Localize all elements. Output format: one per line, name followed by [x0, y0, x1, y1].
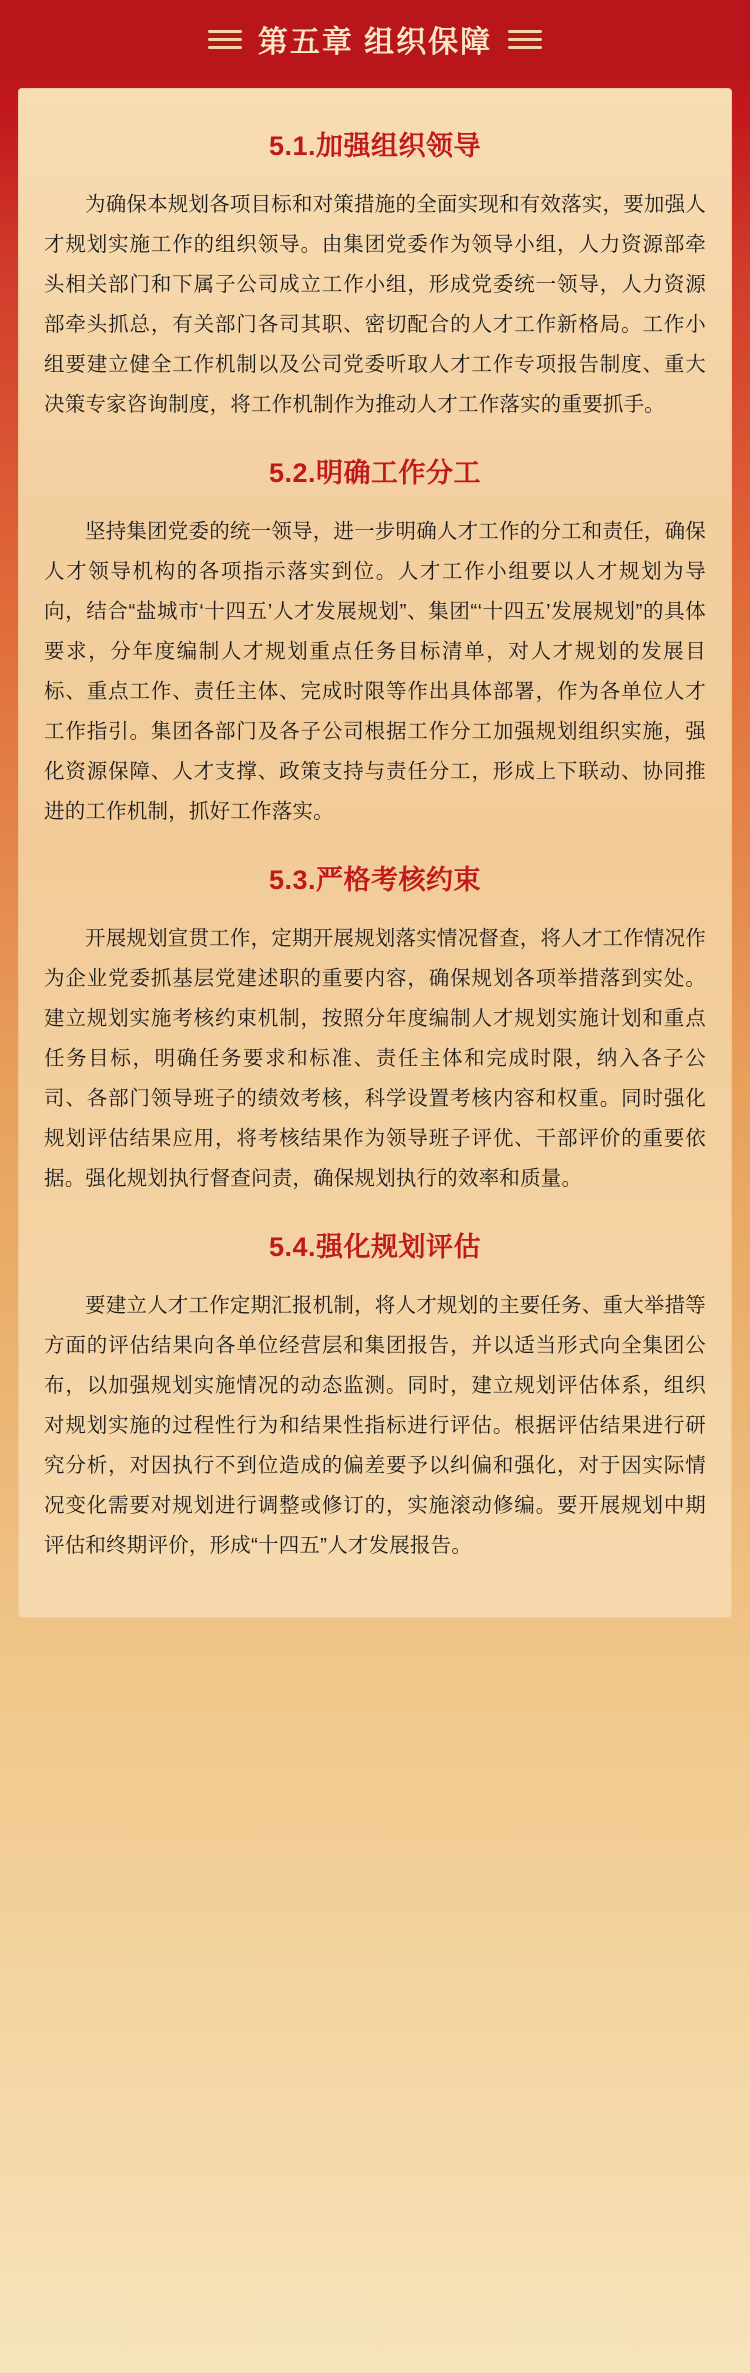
- chapter-title: 第五章 组织保障: [257, 26, 493, 59]
- section-title: 5.3.严格考核约束: [268, 865, 482, 895]
- section-5-1: [44, 124, 706, 425]
- content-card: [18, 88, 732, 1618]
- section-5-4: [44, 1225, 706, 1566]
- section-title: 5.2.明确工作分工: [268, 458, 482, 488]
- chapter-header: [0, 0, 750, 78]
- triple-line-decoration-icon: [208, 30, 242, 49]
- section-5-3: [44, 858, 706, 1199]
- triple-line-decoration-icon: [508, 30, 542, 49]
- section-body: 为确保本规划各项目标和对策措施的全面实现和有效落实，要加强人才规划实施工作的组织领导。由集团党委作为领导小组，人力资源部牵头相关部门和下属子公司成立工作小组，形成党委统一领导，人力资源部牵头抓总，有关部门各司其职、密切配合的人才工作新格局。工作小组要建立健全工作机制以及公司党委听取人才工作专项报告制度、重大决策专家咨询制度，将工作机制作为推动人才工作落实的重要抓手。: [44, 193, 706, 416]
- section-body: 坚持集团党委的统一领导，进一步明确人才工作的分工和责任，确保人才领导机构的各项指示落实到位。人才工作小组要以人才规划为导向，结合“盐城市‘十四五’人才发展规划”、集团“‘十四五’发展规划”的具体要求，分年度编制人才规划重点任务目标清单，对人才规划的发展目标、重点工作、责任主体、完成时限等作出具体部署，作为各单位人才工作指引。集团各部门及各子公司根据工作分工加强规划组织实施，强化资源保障、人才支撑、政策支持与责任分工，形成上下联动、协同推进的工作机制，抓好工作落实。: [44, 520, 706, 823]
- section-title: 5.1.加强组织领导: [268, 131, 482, 161]
- section-body: 要建立人才工作定期汇报机制，将人才规划的主要任务、重大举措等方面的评估结果向各单位经营层和集团报告，并以适当形式向全集团公布，以加强规划实施情况的动态监测。同时，建立规划评估体系，组织对规划实施的过程性行为和结果性指标进行评估。根据评估结果进行研究分析，对因执行不到位造成的偏差要予以纠偏和强化，对于因实际情况变化需要对规划进行调整或修订的，实施滚动修编。要开展规划中期评估和终期评价，形成“十四五”人才发展报告。: [44, 1294, 706, 1557]
- section-body: 开展规划宣贯工作，定期开展规划落实情况督查，将人才工作情况作为企业党委抓基层党建述职的重要内容，确保规划各项举措落到实处。建立规划实施考核约束机制，按照分年度编制人才规划实施计划和重点任务目标，明确任务要求和标准、责任主体和完成时限，纳入各子公司、各部门领导班子的绩效考核，科学设置考核内容和权重。同时强化规划评估结果应用，将考核结果作为领导班子评优、干部评价的重要依据。强化规划执行督查问责，确保规划执行的效率和质量。: [44, 927, 706, 1190]
- section-title: 5.4.强化规划评估: [268, 1232, 482, 1262]
- section-5-2: [44, 451, 706, 832]
